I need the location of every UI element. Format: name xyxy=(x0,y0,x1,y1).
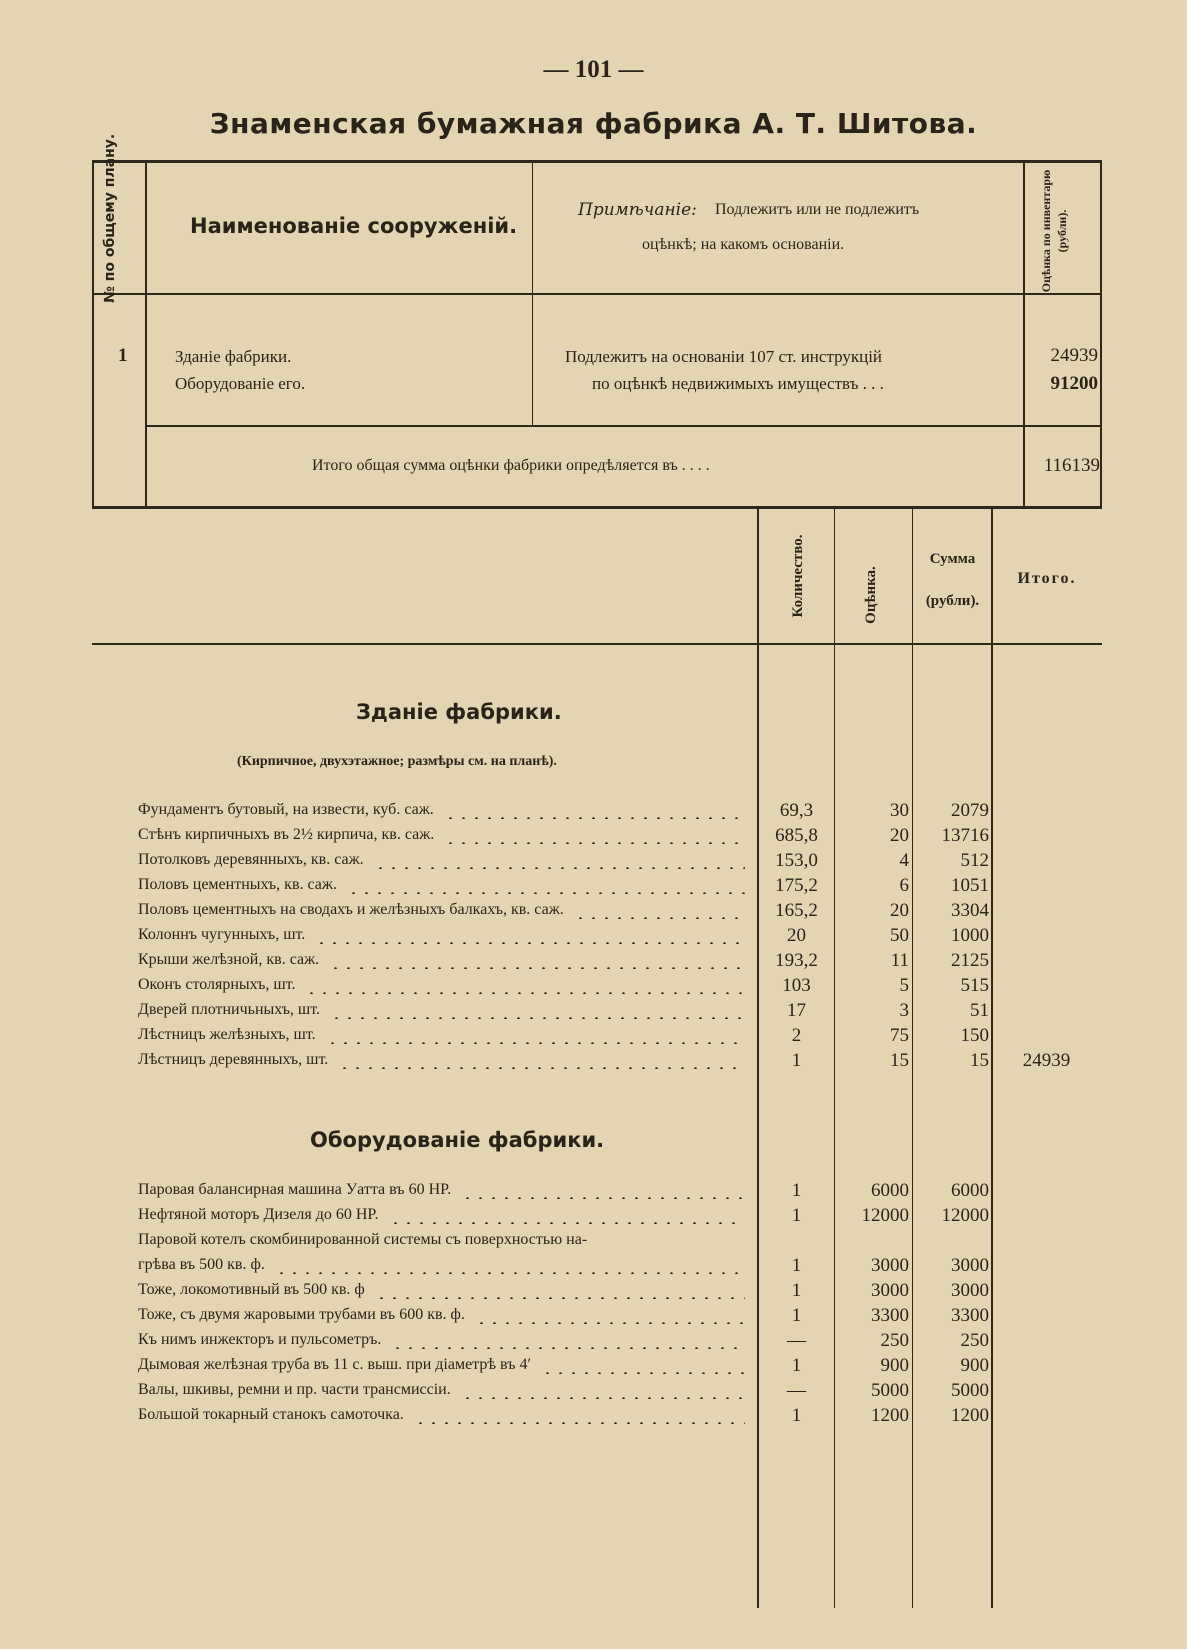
row-label: Дымовая желѣзная труба въ 11 с. выш. при діаметрѣ въ 4′ xyxy=(138,1356,531,1373)
sum-cell: 6000 xyxy=(951,1180,989,1201)
row-label: Лѣстницъ желѣзныхъ, шт. xyxy=(138,1026,316,1043)
appraisal-header: Оцѣнка. xyxy=(863,566,879,624)
row-label: Тоже, съ двумя жаровыми трубами въ 600 кв. ф. xyxy=(138,1306,465,1323)
sum-cell: 515 xyxy=(960,975,989,996)
total-header: Итого. xyxy=(1017,570,1077,587)
leader-dots xyxy=(275,1272,745,1274)
total-label: Итого общая сумма оцѣнки фабрики опредѣляется въ . . . . xyxy=(312,457,710,474)
sum-cell: 250 xyxy=(960,1330,989,1351)
leader-dots xyxy=(414,1422,745,1424)
appraisal-cell: 1200 xyxy=(871,1405,909,1426)
page-number: — 101 — xyxy=(543,56,644,83)
row-label: Потолковъ деревянныхъ, кв. саж. xyxy=(138,851,364,868)
sum-cell: 3300 xyxy=(951,1305,989,1326)
sum-cell: 150 xyxy=(960,1025,989,1046)
sum-cell: 512 xyxy=(960,850,989,871)
note-header-italic: Примѣчаніе: xyxy=(578,200,697,220)
rule xyxy=(145,160,147,508)
sum-cell: 3000 xyxy=(951,1280,989,1301)
sum-header-line1: Сумма xyxy=(929,551,976,567)
inventory-header: Оцѣнка по инвентарю (рубли). xyxy=(1039,169,1069,293)
section-total-cell: 24939 xyxy=(1022,1050,1071,1071)
quantity-header: Количество. xyxy=(790,534,806,618)
rule xyxy=(1100,160,1102,508)
row-value-equipment: 91200 xyxy=(1050,373,1098,394)
section-equipment-title: Оборудованіе фабрики. xyxy=(310,1128,605,1152)
leader-dots xyxy=(574,917,745,919)
sum-cell: 51 xyxy=(970,1000,989,1021)
appraisal-cell: 3 xyxy=(899,1000,909,1021)
leader-dots xyxy=(375,1297,745,1299)
row-label: Оконъ столярныхъ, шт. xyxy=(138,976,296,993)
quantity-cell: — xyxy=(787,1330,806,1351)
sum-cell: 12000 xyxy=(941,1205,989,1226)
row-note-line1: Подлежитъ на основаніи 107 ст. инструкцій xyxy=(565,347,883,366)
appraisal-cell: 900 xyxy=(880,1355,909,1376)
leader-dots xyxy=(305,992,745,994)
row-name-line1: Зданіе фабрики. xyxy=(175,347,292,366)
leader-dots xyxy=(347,892,745,894)
row-label: грѣва въ 500 кв. ф. xyxy=(138,1256,265,1273)
appraisal-cell: 6 xyxy=(899,875,909,896)
quantity-cell: 1 xyxy=(791,1405,802,1426)
sum-cell: 1200 xyxy=(951,1405,989,1426)
appraisal-cell: 4 xyxy=(899,850,909,871)
rule xyxy=(145,425,1102,427)
leader-dots xyxy=(444,842,745,844)
leader-dots xyxy=(389,1222,745,1224)
appraisal-cell: 5 xyxy=(899,975,909,996)
sum-cell: 1000 xyxy=(951,925,989,946)
rule xyxy=(92,160,94,508)
row-label: Валы, шкивы, ремни и пр. части трансмиссіи. xyxy=(138,1381,451,1398)
sum-cell: 3000 xyxy=(951,1255,989,1276)
quantity-cell: — xyxy=(787,1380,806,1401)
sum-cell: 900 xyxy=(960,1355,989,1376)
note-header-line2: оцѣнкѣ; на какомъ основаніи. xyxy=(642,236,845,253)
leader-dots xyxy=(326,1042,745,1044)
section-building-title: Зданіе фабрики. xyxy=(356,700,562,724)
sum-header-line2: (рубли). xyxy=(925,593,980,609)
row-label: Нефтяной моторъ Дизеля до 60 HP. xyxy=(138,1206,379,1223)
sum-cell: 15 xyxy=(970,1050,989,1071)
leader-dots xyxy=(461,1197,745,1199)
appraisal-cell: 15 xyxy=(890,1050,909,1071)
appraisal-cell: 11 xyxy=(890,950,909,971)
row-value-building: 24939 xyxy=(1050,345,1098,366)
rule xyxy=(532,160,533,427)
rule xyxy=(92,643,1102,645)
quantity-cell: 1 xyxy=(791,1180,802,1201)
sum-cell: 5000 xyxy=(951,1380,989,1401)
row-label: Паровая балансирная машина Уатта въ 60 HP. xyxy=(138,1181,452,1198)
appraisal-cell: 20 xyxy=(890,900,909,921)
rule xyxy=(92,293,1102,295)
quantity-cell: 69,3 xyxy=(779,800,814,821)
row-plan-no: 1 xyxy=(118,345,128,366)
appraisal-cell: 5000 xyxy=(871,1380,909,1401)
leader-dots xyxy=(338,1067,745,1069)
row-label: Половъ цементныхъ на сводахъ и желѣзныхъ балкахъ, кв. саж. xyxy=(138,901,564,918)
row-label: Тоже, локомотивный въ 500 кв. ф xyxy=(138,1281,365,1298)
leader-dots xyxy=(330,1017,745,1019)
appraisal-cell: 3000 xyxy=(871,1255,909,1276)
quantity-cell: 193,2 xyxy=(775,950,818,971)
appraisal-cell: 12000 xyxy=(861,1205,909,1226)
quantity-cell: 20 xyxy=(787,925,806,946)
leader-dots xyxy=(374,867,745,869)
sum-cell: 3304 xyxy=(951,900,989,921)
appraisal-cell: 3000 xyxy=(871,1280,909,1301)
row-label: Къ нимъ инжекторъ и пульсометръ. xyxy=(138,1331,382,1348)
row-label: Стѣнъ кирпичныхъ въ 2½ кирпича, кв. саж. xyxy=(138,826,435,843)
quantity-cell: 165,2 xyxy=(775,900,818,921)
note-header-line1: Подлежитъ или не подлежитъ xyxy=(715,201,920,218)
appraisal-cell: 20 xyxy=(890,825,909,846)
quantity-cell: 1 xyxy=(791,1355,802,1376)
sum-cell: 1051 xyxy=(951,875,989,896)
sum-cell: 2125 xyxy=(951,950,989,971)
quantity-cell: 1 xyxy=(791,1305,802,1326)
quantity-cell: 103 xyxy=(782,975,811,996)
quantity-cell: 685,8 xyxy=(775,825,818,846)
leader-dots xyxy=(461,1397,745,1399)
row-label: Колоннъ чугунныхъ, шт. xyxy=(138,926,306,943)
row-note-line2: по оцѣнкѣ недвижимыхъ имуществъ . . . xyxy=(592,374,884,393)
section-building-subtitle: (Кирпичное, двухэтажное; размѣры см. на планѣ). xyxy=(237,754,557,769)
row-label: Паровой котелъ скомбинированной системы съ поверхностью на- xyxy=(138,1231,588,1248)
sum-cell: 13716 xyxy=(941,825,989,846)
row-label: Большой токарный станокъ самоточка. xyxy=(138,1406,404,1423)
quantity-cell: 153,0 xyxy=(775,850,818,871)
rule xyxy=(92,506,1102,509)
quantity-cell: 1 xyxy=(791,1255,802,1276)
leader-dots xyxy=(329,967,745,969)
row-label: Половъ цементныхъ, кв. саж. xyxy=(138,876,337,893)
name-header: Наименованіе сооруженій. xyxy=(190,214,518,238)
quantity-cell: 2 xyxy=(791,1025,802,1046)
row-label: Дверей плотничьныхъ, шт. xyxy=(138,1001,321,1018)
appraisal-cell: 30 xyxy=(890,800,909,821)
appraisal-cell: 250 xyxy=(880,1330,909,1351)
appraisal-cell: 6000 xyxy=(871,1180,909,1201)
leader-dots xyxy=(444,817,745,819)
row-name-line2: Оборудованіе его. xyxy=(175,374,306,393)
total-value: 116139 xyxy=(1043,455,1100,476)
appraisal-cell: 75 xyxy=(890,1025,909,1046)
row-label: Лѣстницъ деревянныхъ, шт. xyxy=(138,1051,329,1068)
leader-dots xyxy=(315,942,745,944)
leader-dots xyxy=(391,1347,745,1349)
appraisal-cell: 3300 xyxy=(871,1305,909,1326)
plan-no-header: № по общему плану. xyxy=(102,133,118,303)
leader-dots xyxy=(475,1322,745,1324)
page-title: Знаменская бумажная фабрика А. Т. Шитова. xyxy=(209,107,978,140)
sum-cell: 2079 xyxy=(951,800,989,821)
quantity-cell: 175,2 xyxy=(775,875,818,896)
quantity-cell: 17 xyxy=(787,1000,806,1021)
row-label: Фундаментъ бутовый, на извести, куб. саж. xyxy=(138,801,434,818)
rule xyxy=(92,160,1102,163)
leader-dots xyxy=(541,1372,745,1374)
quantity-cell: 1 xyxy=(791,1205,802,1226)
quantity-cell: 1 xyxy=(791,1050,802,1071)
appraisal-cell: 50 xyxy=(890,925,909,946)
quantity-cell: 1 xyxy=(791,1280,802,1301)
row-label: Крыши желѣзной, кв. саж. xyxy=(138,951,320,968)
